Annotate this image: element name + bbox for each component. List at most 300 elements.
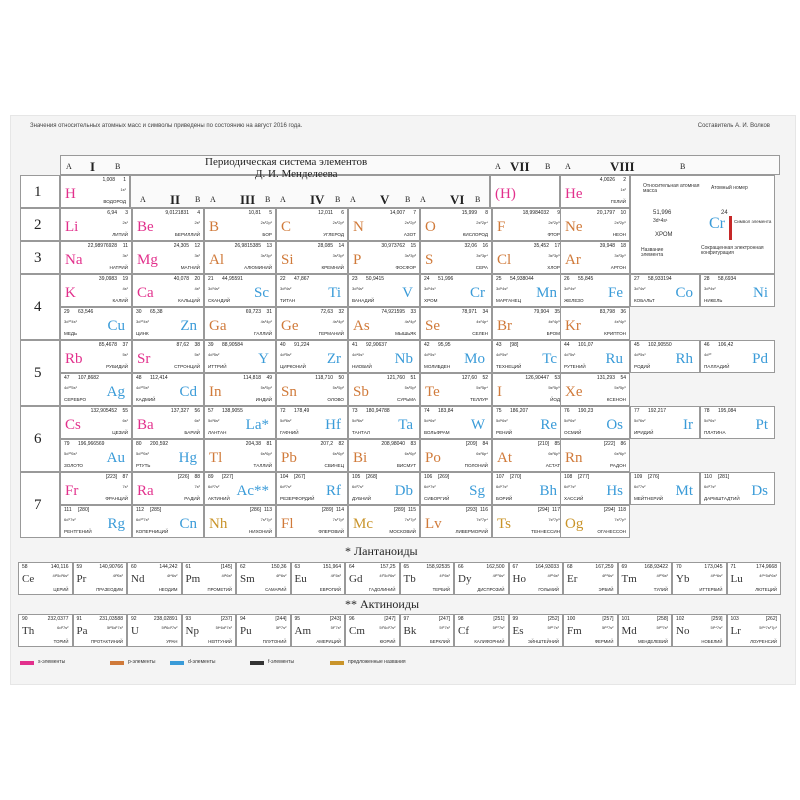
element-symbol: Gd xyxy=(349,573,363,585)
element-name: ПРОМЕТИЙ xyxy=(207,586,232,592)
electron-config: 4d⁸5s¹ xyxy=(634,352,646,357)
atomic-number: 77 xyxy=(634,408,640,414)
element-symbol: Cm xyxy=(349,625,365,637)
group-number: I xyxy=(90,159,96,174)
f-element-cell xyxy=(127,614,182,647)
element-symbol: In xyxy=(209,384,222,400)
atomic-number: 1 xyxy=(123,177,126,183)
element-cell xyxy=(560,373,630,406)
element-symbol: I xyxy=(497,384,502,400)
atomic-number: 98 xyxy=(458,616,464,622)
element-name: НОБЕЛИЙ xyxy=(701,638,723,644)
group-a-label: А xyxy=(210,195,216,204)
period-number: 3 xyxy=(34,249,42,266)
atomic-number: 99 xyxy=(512,616,519,622)
element-cell xyxy=(60,439,132,472)
atomic-number: 58 xyxy=(22,564,28,570)
electron-config: 5f¹¹7s² xyxy=(547,625,559,630)
atomic-mass: 30,973762 xyxy=(381,243,405,249)
element-symbol: Zr xyxy=(326,351,341,367)
element-name: КРЕМНИЙ xyxy=(321,265,344,271)
atomic-mass: [244] xyxy=(275,616,287,622)
atomic-number: 4 xyxy=(197,210,200,216)
atomic-number: 82 xyxy=(338,441,344,447)
electron-config: 6s²6p³ xyxy=(404,451,416,456)
legend-swatch xyxy=(20,661,34,665)
atomic-mass: 157,25 xyxy=(380,564,396,570)
f-element-cell xyxy=(454,614,509,647)
element-cell xyxy=(204,505,276,538)
f-element-cell xyxy=(727,614,782,647)
atomic-mass: 200,592 xyxy=(150,441,169,447)
f-element-cell xyxy=(291,562,346,595)
atomic-mass: 118,710 xyxy=(315,375,333,381)
group-number: IV xyxy=(310,192,325,207)
electron-config: 4d¹⁰5s² xyxy=(136,385,149,390)
element-name: КОБАЛЬТ xyxy=(634,298,655,304)
element-name: ЙОД xyxy=(550,397,560,403)
element-symbol: Ca xyxy=(137,285,154,301)
atomic-mass: 196,966569 xyxy=(78,441,105,447)
element-name: КИСЛОРОД xyxy=(462,232,488,238)
element-symbol: Mn xyxy=(536,285,557,301)
element-name: СТРОНЦИЙ xyxy=(174,364,200,370)
element-cell xyxy=(204,274,276,307)
atomic-number: 28 xyxy=(704,276,710,282)
element-symbol: At xyxy=(497,450,512,466)
element-symbol: Rg xyxy=(107,516,125,532)
electron-config: 6d⁷7s² xyxy=(634,484,646,489)
element-name: ТЕННЕССИН xyxy=(531,529,560,535)
atomic-mass: 144,242 xyxy=(159,564,178,570)
element-cell xyxy=(348,439,420,472)
electron-config: 4s²4p¹ xyxy=(260,319,272,324)
element-name: ЛАНТАН xyxy=(208,430,227,436)
atomic-mass: 15,999 xyxy=(461,210,477,216)
element-name: НЕПТУНИЙ xyxy=(208,638,232,644)
group-number: VII xyxy=(510,159,530,174)
element-name: ОЛОВО xyxy=(327,397,344,403)
atomic-mass: [98] xyxy=(510,342,519,348)
atomic-mass: [285] xyxy=(150,507,162,513)
group-number: III xyxy=(240,192,256,207)
group-b-label: В xyxy=(405,195,411,204)
element-name: ТЕРБИЙ xyxy=(432,586,450,592)
atomic-mass: 6,94 xyxy=(107,210,117,216)
f-element-cell xyxy=(672,614,727,647)
element-cell xyxy=(348,208,420,241)
atomic-number: 83 xyxy=(410,441,416,447)
element-cell xyxy=(60,175,130,208)
group-number: V xyxy=(380,192,390,207)
element-cell xyxy=(204,406,276,439)
f-element-cell xyxy=(454,562,509,595)
atomic-number: 72 xyxy=(280,408,286,414)
element-symbol: Hs xyxy=(606,483,623,499)
atomic-number: 107 xyxy=(496,474,505,480)
legend-swatch xyxy=(330,661,344,665)
atomic-mass: 107,8682 xyxy=(78,375,99,381)
element-cell xyxy=(700,406,775,439)
atomic-number: 50 xyxy=(338,375,344,381)
electron-config: 5f⁹7s² xyxy=(439,625,450,630)
atomic-number: 46 xyxy=(704,342,710,348)
electron-config: 6s¹ xyxy=(122,418,128,423)
atomic-number: 97 xyxy=(403,616,410,622)
element-name: ВИСМУТ xyxy=(396,463,416,469)
element-cell xyxy=(490,175,560,208)
electron-config: 6d¹⁰7s² xyxy=(136,517,149,522)
atomic-number: 84 xyxy=(482,441,488,447)
group-header-row xyxy=(60,155,780,175)
element-cell xyxy=(276,373,348,406)
element-name: САМАРИЙ xyxy=(265,586,287,592)
electron-config: 6s²6p² xyxy=(332,451,344,456)
f-element-cell xyxy=(18,562,73,595)
element-name: ПОЛОНИЙ xyxy=(464,463,488,469)
electron-config: 3d³4s² xyxy=(352,286,364,291)
atomic-number: 16 xyxy=(482,243,488,249)
element-symbol: Sn xyxy=(281,384,297,400)
element-name: АРГОН xyxy=(610,265,626,271)
electron-config: 4f⁷5d¹6s² xyxy=(379,573,396,578)
atomic-mass: 54,938044 xyxy=(510,276,534,282)
element-cell xyxy=(60,241,132,274)
atomic-mass: 150,36 xyxy=(271,564,287,570)
element-cell xyxy=(560,472,630,505)
element-name: ПЛАТИНА xyxy=(704,430,726,436)
atomic-number: 20 xyxy=(194,276,200,282)
element-cell xyxy=(630,472,700,505)
f-element-cell xyxy=(236,562,291,595)
element-symbol: Os xyxy=(606,417,623,433)
atomic-number: 67 xyxy=(512,564,519,570)
atomic-mass: [259] xyxy=(711,616,723,622)
period-number: 1 xyxy=(34,183,42,200)
element-cell xyxy=(492,274,564,307)
atomic-mass: 79,904 xyxy=(533,309,549,315)
atomic-mass: [258] xyxy=(656,616,668,622)
atomic-number: 5 xyxy=(269,210,272,216)
element-name: УРАН xyxy=(166,638,178,644)
atomic-number: 90 xyxy=(22,616,28,622)
element-cell xyxy=(348,340,420,373)
element-symbol: As xyxy=(353,318,370,334)
atomic-number: 38 xyxy=(194,342,200,348)
electron-config: 3d⁷4s² xyxy=(634,286,646,291)
element-symbol: Pm xyxy=(185,573,201,585)
element-name: РАДИЙ xyxy=(184,496,200,502)
element-cell xyxy=(630,274,700,307)
element-symbol: Ne xyxy=(565,219,583,235)
atomic-number: 105 xyxy=(352,474,361,480)
element-symbol: Mg xyxy=(137,252,158,268)
electron-config: 3s²3p⁶ xyxy=(614,253,626,258)
element-symbol: Li xyxy=(65,219,79,235)
atomic-mass: [294] xyxy=(537,507,549,513)
element-symbol: Hf xyxy=(325,417,341,433)
element-name: МЫШЬЯК xyxy=(395,331,416,337)
group-a-label: А xyxy=(565,162,571,171)
element-symbol: Dy xyxy=(458,573,472,585)
f-element-cell xyxy=(400,562,455,595)
element-cell xyxy=(132,307,204,340)
element-symbol: Cr xyxy=(470,285,485,301)
atomic-mass: 39,0983 xyxy=(98,276,117,282)
element-symbol: F xyxy=(497,219,506,235)
element-symbol: Fl xyxy=(281,516,294,532)
f-element-cell xyxy=(618,562,673,595)
f-element-cell xyxy=(73,562,128,595)
atomic-mass: 207,2 xyxy=(320,441,333,447)
element-cell xyxy=(492,472,564,505)
atomic-mass: 112,414 xyxy=(150,375,168,381)
element-name: СЕРЕБРО xyxy=(64,397,87,403)
element-name: КАЛЬЦИЙ xyxy=(178,298,200,304)
atomic-number: 65 xyxy=(403,564,410,570)
element-name: ГАДОЛИНИЙ xyxy=(369,586,396,592)
element-symbol: Te xyxy=(425,384,440,400)
key-name-label: Название элемента xyxy=(641,247,664,258)
atomic-mass: 47,867 xyxy=(294,276,310,282)
element-symbol: Nh xyxy=(209,516,228,532)
element-cell xyxy=(560,406,630,439)
element-cell xyxy=(204,208,276,241)
electron-config: 4f¹⁰6s² xyxy=(492,573,505,578)
element-name: АКТИНИЙ xyxy=(208,496,230,502)
atomic-mass: 158,92535 xyxy=(426,564,450,570)
element-name: ЖЕЛЕЗО xyxy=(564,298,584,304)
element-name: ГАФНИЙ xyxy=(280,430,299,436)
electron-config: 5f⁷7s² xyxy=(330,625,341,630)
electron-config: 3d²4s² xyxy=(280,286,292,291)
group-a-label: А xyxy=(495,162,501,171)
atomic-number: 103 xyxy=(730,616,739,622)
atomic-mass: [145] xyxy=(220,564,232,570)
element-symbol: Db xyxy=(394,483,413,499)
element-symbol: Tm xyxy=(621,573,637,585)
atomic-number: 7 xyxy=(413,210,416,216)
element-name: УГЛЕРОД xyxy=(323,232,344,238)
element-symbol: Pa xyxy=(76,625,88,637)
element-symbol: Sr xyxy=(137,351,151,367)
f-element-cell xyxy=(18,614,73,647)
element-cell xyxy=(348,406,420,439)
element-symbol: Sm xyxy=(240,573,255,585)
atomic-mass: 102,90550 xyxy=(648,342,672,348)
element-name: МОЛИБДЕН xyxy=(424,364,451,370)
element-name: ЦЕЗИЙ xyxy=(112,430,128,436)
period-number: 4 xyxy=(34,299,42,315)
legend-label: предложенные названия xyxy=(348,659,406,665)
f-element-cell xyxy=(182,562,237,595)
element-symbol: Er xyxy=(567,573,578,585)
element-symbol: Hg xyxy=(178,450,197,466)
element-symbol: Th xyxy=(22,625,35,637)
electron-config: 5d¹⁰6s² xyxy=(136,451,149,456)
element-symbol: Ce xyxy=(22,573,35,585)
element-name: ЦИРКОНИЙ xyxy=(280,364,306,370)
element-cell xyxy=(560,307,630,340)
atomic-number: 37 xyxy=(122,342,128,348)
element-cell xyxy=(276,472,348,505)
element-name: БЕРИЛЛИЙ xyxy=(174,232,200,238)
element-symbol: Ir xyxy=(683,417,693,433)
group-number: VIII xyxy=(610,159,635,174)
element-symbol: Ts xyxy=(497,516,511,532)
atomic-mass: 58,933194 xyxy=(648,276,672,282)
element-symbol: Ho xyxy=(512,573,526,585)
element-name: РЕНИЙ xyxy=(496,430,513,436)
element-name: ФРАНЦИЙ xyxy=(105,496,128,502)
element-name: ЕВРОПИЙ xyxy=(319,586,341,592)
atomic-number: 47 xyxy=(64,375,70,381)
element-symbol: Fm xyxy=(567,625,582,637)
element-cell xyxy=(132,373,204,406)
element-cell xyxy=(492,208,564,241)
atomic-number: 6 xyxy=(341,210,344,216)
atomic-number: 52 xyxy=(482,375,488,381)
header-note: Значения относительных атомных масс и символы приведены по состоянию на август 2016 года. xyxy=(30,123,303,129)
electron-config: 1s² xyxy=(620,187,626,192)
electron-config: 5d⁹6s¹ xyxy=(704,418,716,423)
element-cell xyxy=(348,274,420,307)
electron-config: 6s²6p⁵ xyxy=(548,451,560,456)
atomic-mass: [286] xyxy=(249,507,261,513)
electron-config: 3d¹⁰4s¹ xyxy=(64,319,77,324)
element-symbol: No xyxy=(676,625,690,637)
atomic-number: 22 xyxy=(280,276,286,282)
element-symbol: B xyxy=(209,219,220,235)
atomic-number: 108 xyxy=(564,474,573,480)
element-symbol: Md xyxy=(621,625,637,637)
atomic-number: 109 xyxy=(634,474,643,480)
atomic-number: 78 xyxy=(704,408,710,414)
element-name: ПАЛЛАДИЙ xyxy=(704,364,730,370)
element-name: РЕЗЕРФОРДИЙ xyxy=(280,496,315,502)
electron-config: 3d⁶4s² xyxy=(564,286,576,291)
element-name: МОСКОВИЙ xyxy=(389,529,416,535)
element-symbol: Cl xyxy=(497,252,512,268)
key-z-label: Атомный номер xyxy=(711,185,748,191)
atomic-number: 63 xyxy=(294,564,301,570)
electron-config: 6s²6p⁶ xyxy=(614,451,626,456)
element-name: НЕОДИМ xyxy=(158,586,178,592)
atomic-number: 75 xyxy=(496,408,502,414)
electron-config: 5d⁶6s² xyxy=(564,418,576,423)
element-symbol: La* xyxy=(245,417,269,433)
atomic-number: 35 xyxy=(554,309,560,315)
atomic-number: 113 xyxy=(264,507,272,513)
legend-swatch xyxy=(170,661,184,665)
atomic-number: 117 xyxy=(552,507,560,513)
element-cell xyxy=(492,439,564,472)
group-b-label: В xyxy=(335,195,341,204)
atomic-mass: [280] xyxy=(78,507,90,513)
element-cell xyxy=(132,406,204,439)
atomic-number: 54 xyxy=(620,375,626,381)
atomic-number: 42 xyxy=(424,342,430,348)
atomic-number: 13 xyxy=(266,243,272,249)
electron-config: 4f⁹6s² xyxy=(439,573,450,578)
atomic-mass: [269] xyxy=(438,474,450,480)
atomic-number: 36 xyxy=(620,309,626,315)
element-cell xyxy=(60,340,132,373)
element-name: СКАНДИЙ xyxy=(208,298,231,304)
atomic-mass: 50,9415 xyxy=(366,276,385,282)
atomic-mass: 195,084 xyxy=(718,408,737,414)
electron-config: 7s²7p³ xyxy=(404,517,416,522)
element-symbol: Zn xyxy=(180,318,197,334)
element-symbol: (H) xyxy=(495,186,516,202)
atomic-number: 48 xyxy=(136,375,142,381)
electron-config: 6s²6p⁴ xyxy=(476,451,488,456)
element-symbol: Am xyxy=(294,625,311,637)
electron-config: 2s²2p² xyxy=(332,220,344,225)
electron-config: 3s² xyxy=(194,253,200,258)
atomic-mass: [247] xyxy=(438,616,450,622)
element-name: СЕРА xyxy=(475,265,488,271)
key-ex-mass: 51,996 xyxy=(653,210,672,216)
atomic-mass: 232,0377 xyxy=(47,616,69,622)
element-cell xyxy=(276,274,348,307)
element-name: ИРИДИЙ xyxy=(634,430,654,436)
group-a-label: А xyxy=(140,195,146,204)
element-cell xyxy=(700,472,775,505)
element-name: ИТТРИЙ xyxy=(208,364,227,370)
element-symbol: Na xyxy=(65,252,83,268)
electron-config: 4d⁵5s² xyxy=(496,352,508,357)
electron-config: 6d⁴7s² xyxy=(424,484,436,489)
f-element-cell xyxy=(400,614,455,647)
element-symbol: Cn xyxy=(179,516,197,532)
atomic-number: 102 xyxy=(676,616,685,622)
element-symbol: V xyxy=(402,285,413,301)
header-author: Составитель А. И. Волков xyxy=(697,123,770,129)
element-cell xyxy=(560,208,630,241)
electron-config: 4s² xyxy=(194,286,200,291)
element-cell xyxy=(560,241,630,274)
element-cell xyxy=(276,307,348,340)
element-cell xyxy=(204,373,276,406)
period-cell xyxy=(20,241,60,274)
atomic-mass: [281] xyxy=(718,474,730,480)
element-symbol: Si xyxy=(281,252,294,268)
electron-config: 4s²4p⁵ xyxy=(548,319,560,324)
element-name: КЮРИЙ xyxy=(379,638,396,644)
element-name: ФЕРМИЙ xyxy=(594,638,614,644)
element-cell xyxy=(276,439,348,472)
electron-config: 4d⁷5s¹ xyxy=(564,352,576,357)
atomic-mass: [237] xyxy=(220,616,232,622)
element-name: ГЕРМАНИЙ xyxy=(318,331,344,337)
element-name: ПРОТАКТИНИЙ xyxy=(90,638,123,644)
element-symbol: Yb xyxy=(676,573,690,585)
element-symbol: Be xyxy=(137,219,154,235)
element-cell xyxy=(348,373,420,406)
atomic-mass: 88,90584 xyxy=(222,342,243,348)
element-name: МАГНИЙ xyxy=(180,265,200,271)
element-cell xyxy=(60,307,132,340)
element-cell xyxy=(276,208,348,241)
electron-config: 4d⁴5s¹ xyxy=(352,352,364,357)
atomic-number: 68 xyxy=(567,564,573,570)
electron-config: 5d¹⁰6s¹ xyxy=(64,451,77,456)
atomic-number: 19 xyxy=(122,276,128,282)
atomic-number: 73 xyxy=(352,408,358,414)
element-symbol: Ti xyxy=(328,285,341,301)
element-name: РОДИЙ xyxy=(634,364,651,370)
